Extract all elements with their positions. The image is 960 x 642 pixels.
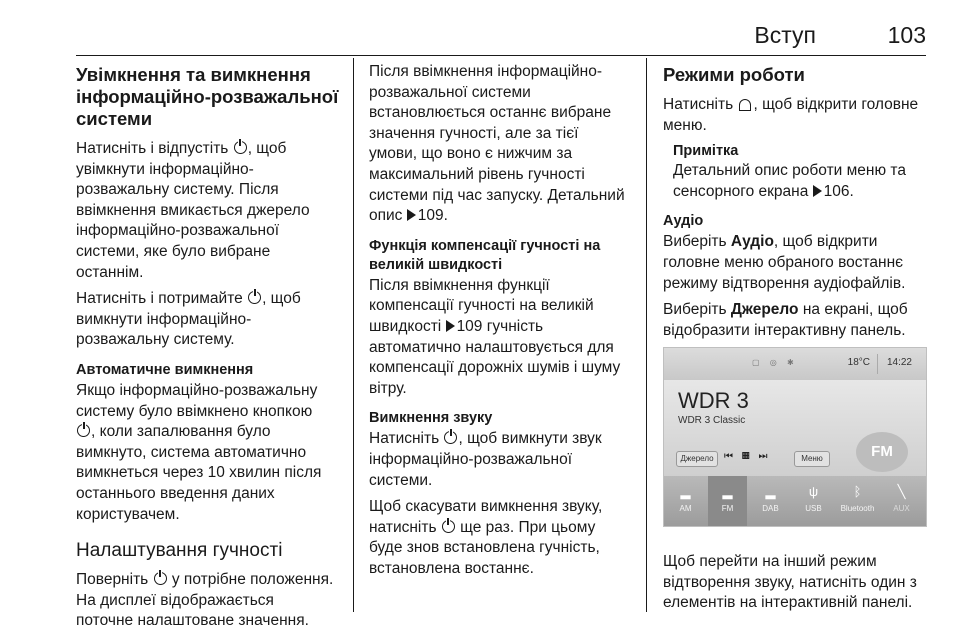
home-icon — [738, 99, 752, 109]
power-icon — [154, 572, 167, 585]
header-rule — [76, 55, 926, 56]
bluetooth-icon: ᛒ — [853, 484, 862, 499]
paragraph: Щоб скасувати вимкнення звуку, натисніть ще раз. При цьому буде знов встановлена гучність, встановлена востаннє. — [369, 498, 603, 577]
paragraph: Після ввімкнення інформаційно- розважальної системи встановлюється останнє вибране значення гучності, але за тієї умови, що воно є нижчим за максимальний рівень гучності системи під час запуску. Детальний опис 109. — [369, 63, 625, 225]
heading-modes: Режими роботи — [663, 64, 805, 85]
interaction-selector-bar — [664, 476, 926, 526]
screen-clock: 14:22 — [886, 357, 912, 368]
tab-usb[interactable]: ψ USB — [805, 484, 822, 513]
heading-auto-off: Автоматичне вимкнення — [76, 361, 254, 378]
paragraph: Натисніть і відпустіть , щоб увімкнути інформаційно- розважальну систему. Після ввімкнення вмикається джерело інформаційно-розважальної системи, яке було вибране останнім. — [76, 140, 310, 281]
tab-dab[interactable]: ▂ DAB — [762, 484, 779, 513]
power-icon — [77, 424, 90, 437]
infotainment-screen-image — [663, 347, 927, 527]
source-button[interactable]: Джерело — [676, 451, 718, 467]
column-divider — [353, 58, 354, 612]
tab-bluetooth[interactable]: ᛒ Bluetooth — [840, 484, 875, 513]
radio-icon: ▂ — [722, 484, 733, 499]
heading-speed-comp: Функція компенсації гучності на великій швидкості — [369, 237, 601, 273]
column-divider — [646, 58, 647, 612]
column-left — [76, 62, 348, 638]
screen-status-bar — [664, 348, 926, 380]
page-header — [76, 0, 926, 56]
note-block: Примітка Детальний опис роботи меню та сенсорного екрана 106. — [663, 142, 933, 202]
tab-aux[interactable]: ╲ AUX — [893, 484, 910, 513]
power-icon — [234, 141, 247, 154]
column-right — [663, 62, 933, 347]
power-icon — [248, 291, 261, 304]
radio-icon: ▂ — [765, 484, 776, 499]
paragraph: Натисніть і потримайте , щоб вимкнути інформаційно- розважальну систему. — [76, 290, 301, 349]
screen-now-playing — [664, 380, 926, 476]
tab-am[interactable]: ▂ AM — [679, 484, 692, 513]
playback-controls[interactable]: ⏮ ▦ ⏭ — [724, 451, 771, 462]
station-name: WDR 3 — [678, 388, 749, 413]
menu-button[interactable]: Меню — [794, 451, 830, 467]
fm-badge: FM — [856, 432, 908, 472]
power-icon — [444, 431, 457, 444]
usb-icon: ψ — [808, 484, 819, 499]
heading-mute: Вимкнення звуку — [369, 410, 493, 427]
page-ref-icon — [813, 185, 822, 197]
column-middle — [369, 62, 641, 585]
screen-temperature: 18°C — [847, 357, 870, 368]
paragraph: Виберіть Джерело на екрані, щоб відобразити інтерактивну панель. — [663, 301, 908, 339]
paragraph: Якщо інформаційно-розважальну систему було ввімкнено кнопкою , коли запалювання було вимкнуто, система автоматично вимкнеться через 10 хвилин після останнього введення даних користувачем. — [76, 381, 322, 523]
paragraph: Натисніть , щоб вимкнути звук інформаційно-розважальної системи. — [369, 430, 602, 489]
paragraph: Після ввімкнення функції компенсації гучності на великій швидкості 109 гучність автоматично налаштовується для компенсації дорожніх шумів і шуму вітру. — [369, 276, 621, 397]
power-icon — [442, 520, 455, 533]
note-title: Примітка — [673, 143, 739, 160]
paragraph-after-image: Щоб перейти на інший режим відтворення звуку, натисніть один з елементів на інтерактивній панелі. — [663, 553, 917, 612]
page-ref-icon — [446, 320, 455, 332]
heading-audio: Аудіо — [663, 213, 704, 230]
page-ref-icon — [407, 209, 416, 221]
chapter-title: Вступ — [754, 22, 816, 48]
paragraph: Поверніть у потрібне положення. На дисплеї відображається поточне налаштоване значення. — [76, 571, 334, 630]
heading-on-off: Увімкнення та вимкнення інформаційно-розважальної системи — [76, 64, 339, 129]
paragraph: Натисніть , щоб відкрити головне меню. — [663, 96, 919, 134]
radio-icon: ▂ — [680, 484, 691, 499]
tab-fm[interactable]: ▂ FM — [708, 476, 747, 526]
heading-volume: Налаштування гучності — [76, 540, 283, 562]
page-number: 103 — [887, 22, 926, 48]
station-subtitle: WDR 3 Classic — [678, 415, 746, 426]
aux-icon: ╲ — [897, 484, 906, 499]
paragraph: Виберіть Аудіо, щоб відкрити головне меню обраного востаннє режиму відтворення аудіофайлів. — [663, 233, 906, 292]
status-icons: ▢ ◎ ✱ — [752, 358, 798, 367]
